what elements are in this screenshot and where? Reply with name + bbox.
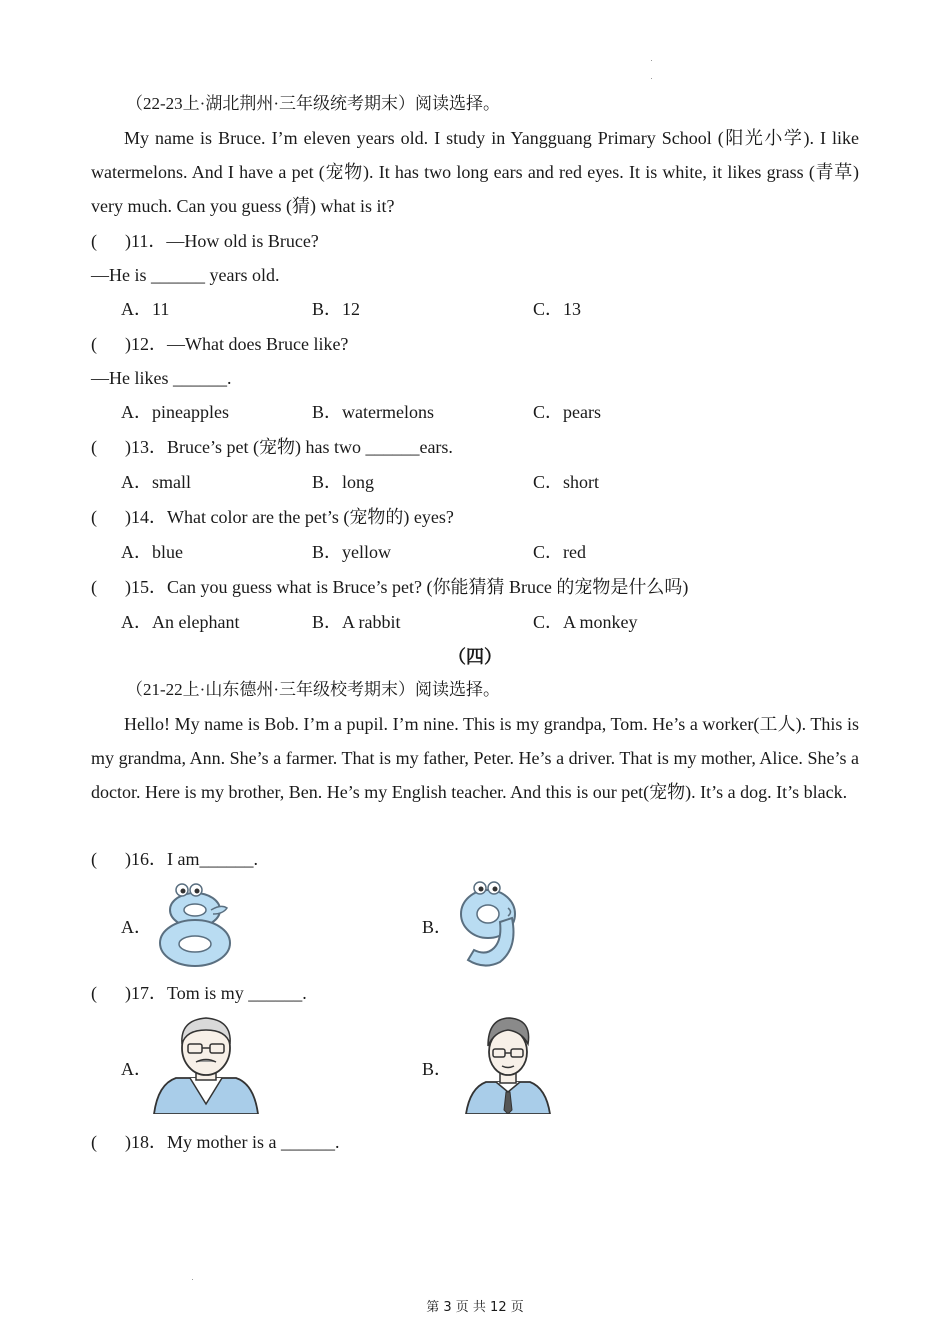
question-17 [91,980,307,1006]
question-text: )13．Bruce’s pet (宠物) has two ______ears. [125,437,453,457]
grandpa-picture[interactable] [152,1014,260,1114]
option-c[interactable]: C．short [533,472,600,492]
question-18 [91,1129,339,1155]
option-a[interactable]: A．pineapples [121,402,229,422]
option-b[interactable]: B．A rabbit [312,612,401,632]
question-text: )15．Can you guess what is Bruce’s pet? (你能猜猜 Bruce 的宠物是什么吗) [125,577,689,597]
option-c[interactable]: C．red [533,542,586,562]
option-b[interactable]: B．watermelons [312,402,434,422]
option-a[interactable]: A．An elephant [121,612,240,632]
question-11 [91,228,319,254]
answer-blank[interactable]: ( [91,849,97,869]
section3-passage: My name is Bruce. I’m eleven years old. I study in Yangguang Primary School (阳光小学). I like watermelons. And I have a pet (宠物). It has two long ears and red eyes. It is white, it likes grass (青草) very much. Can you guess (猜) what is it? [91,128,859,216]
question-text: )18．My mother is a ______. [125,1132,340,1152]
scan-speck [651,60,652,61]
father-picture[interactable] [464,1016,552,1114]
numeral-eight-picture[interactable] [156,880,236,968]
scan-speck [192,1279,193,1280]
scan-speck [651,78,652,79]
question-13 [91,434,453,460]
option-a-label[interactable]: A． [121,1059,152,1079]
option-c[interactable]: C．13 [533,299,582,319]
answer-blank[interactable]: ( [91,983,97,1003]
question-text: )16．I am______. [125,849,258,869]
answer-blank[interactable]: ( [91,437,97,457]
answer-blank[interactable]: ( [91,334,97,354]
option-b[interactable]: B．yellow [312,542,391,562]
question-text: )12．—What does Bruce like? [125,334,349,354]
section4-heading: （四） [448,647,502,667]
answer-blank[interactable]: ( [91,577,97,597]
question-11-line2: —He is ______ years old. [91,265,280,285]
page-footer: 第 3 页 共 12 页 [426,1300,524,1315]
question-text: )14．What color are the pet’s (宠物的) eyes? [125,507,454,527]
option-a[interactable]: A．11 [121,299,170,319]
option-a[interactable]: A．small [121,472,191,492]
question-15 [91,574,688,600]
question-14 [91,504,454,530]
answer-blank[interactable]: ( [91,231,97,251]
option-b-label[interactable]: B． [422,1059,453,1079]
option-a-label[interactable]: A． [121,917,152,937]
section3-source: （22-23上·湖北荆州·三年级统考期末）阅读选择。 [126,94,500,113]
answer-blank[interactable]: ( [91,1132,97,1152]
option-b-label[interactable]: B． [422,917,453,937]
option-b[interactable]: B．12 [312,299,361,319]
question-12-line2: —He likes ______. [91,368,232,388]
question-text: )17．Tom is my ______. [125,983,307,1003]
section4-source: （21-22上·山东德州·三年级校考期末）阅读选择。 [126,680,500,699]
option-b[interactable]: B．long [312,472,375,492]
answer-blank[interactable]: ( [91,507,97,527]
option-c[interactable]: C．A monkey [533,612,638,632]
section4-passage: Hello! My name is Bob. I’m a pupil. I’m nine. This is my grandpa, Tom. He’s a worker(工人). This is my grandma, Ann. She’s a farmer. That is my father, Peter. He’s a driver. That is my mother, Alice. She’s a doctor. Here is my brother, Ben. He’s my English teacher. And this is our pet(宠物). It’s a dog. It’s black. [91,714,859,802]
option-c[interactable]: C．pears [533,402,601,422]
option-a[interactable]: A．blue [121,542,183,562]
question-text: )11．—How old is Bruce? [125,231,319,251]
question-12 [91,331,348,357]
numeral-nine-picture[interactable] [456,878,522,968]
question-16 [91,846,258,872]
